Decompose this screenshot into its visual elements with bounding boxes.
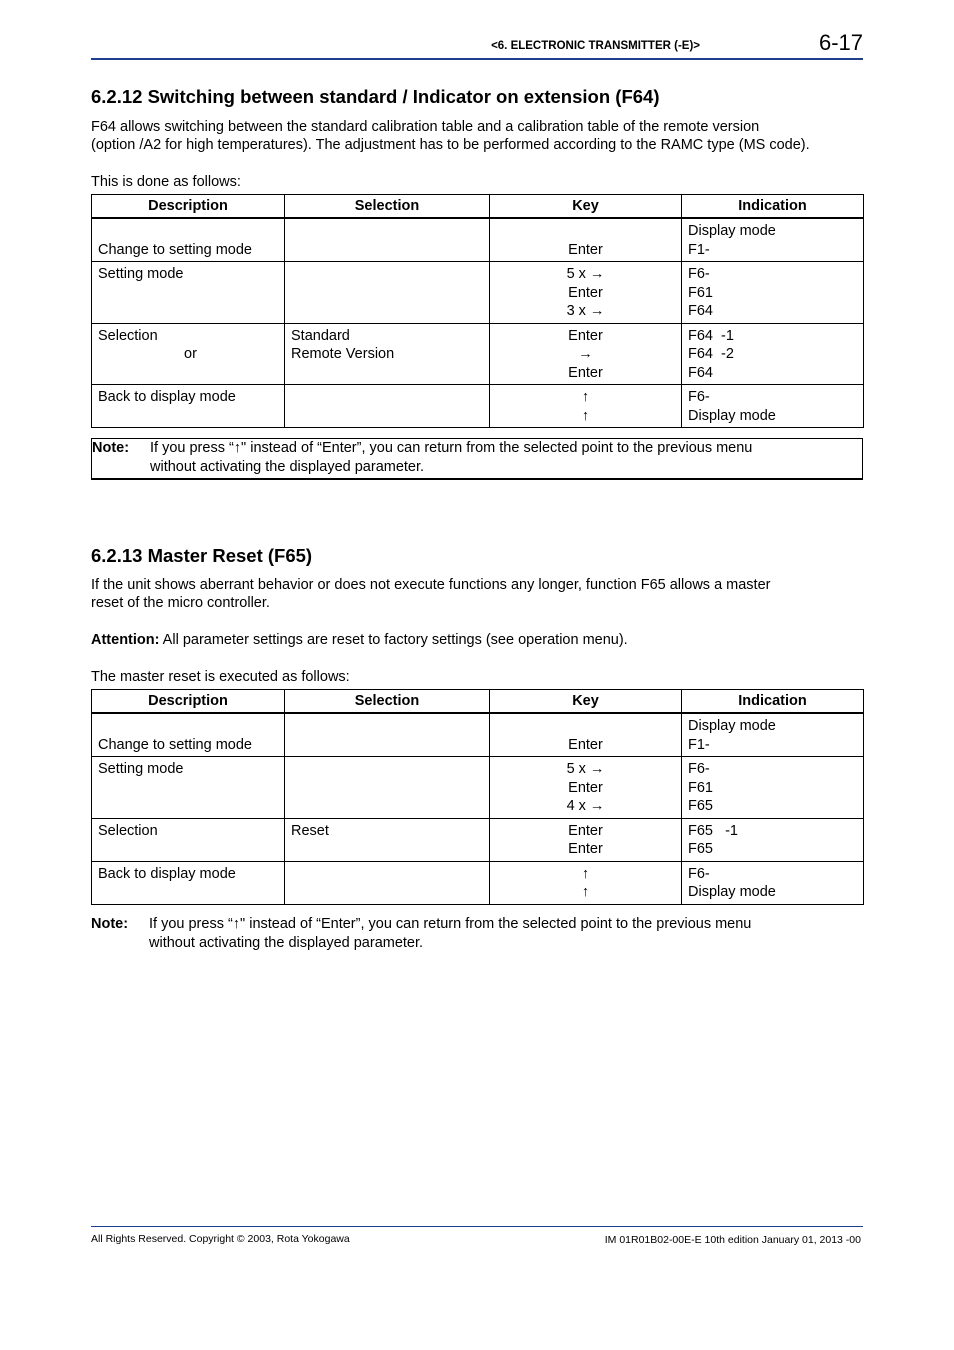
cell-line: Change to setting mode bbox=[98, 736, 252, 753]
cell-line: Remote Version bbox=[291, 346, 395, 362]
table-row bbox=[92, 323, 864, 385]
column-header-description: Description bbox=[92, 195, 285, 219]
table-row bbox=[92, 818, 864, 861]
cell-line: F6- bbox=[688, 266, 710, 282]
cell-line: F1- bbox=[688, 736, 710, 753]
cell-line: Enter bbox=[568, 736, 603, 753]
indication-cell bbox=[682, 218, 864, 262]
description-cell bbox=[92, 262, 285, 324]
note-line-1: If you press “↑" instead of “Enter”, you can return from the selected point to the previous menu bbox=[150, 440, 753, 456]
cell-line: F64 bbox=[688, 303, 713, 319]
cell-line: Enter bbox=[568, 284, 603, 301]
table-row bbox=[92, 861, 864, 904]
intro-line-1: If the unit shows aberrant behavior or does not execute functions any longer, function F65 allows a master bbox=[91, 577, 771, 593]
selection-cell bbox=[285, 385, 490, 428]
cell-line: F61 bbox=[688, 284, 713, 301]
cell-line bbox=[496, 222, 675, 241]
indication-cell bbox=[682, 323, 864, 385]
table-header-row bbox=[92, 690, 864, 714]
cell-line: 5 x → bbox=[566, 761, 605, 777]
intro-line-2: (option /A2 for high temperatures). The adjustment has to be performed according to the RAMC type (MS code). bbox=[91, 137, 810, 153]
cell-line: F6- bbox=[688, 865, 710, 882]
selection-cell bbox=[285, 262, 490, 324]
indication-cell bbox=[682, 757, 864, 819]
footer-copyright: All Rights Reserved. Copyright © 2003, Rota Yokogawa bbox=[91, 1233, 350, 1245]
page-header bbox=[91, 30, 863, 60]
cell-line: Display mode bbox=[688, 407, 776, 424]
column-header-key: Key bbox=[490, 195, 682, 219]
key-cell bbox=[490, 262, 682, 324]
cell-line: Change to setting mode bbox=[98, 241, 252, 258]
cell-line bbox=[496, 717, 675, 736]
table-row bbox=[92, 713, 864, 757]
cell-line: ↑ bbox=[581, 865, 590, 882]
cell-line: F61 bbox=[688, 779, 713, 796]
table-row bbox=[92, 218, 864, 262]
note-line-2: without activating the displayed parameter. bbox=[149, 935, 424, 951]
cell-line: F64 bbox=[688, 364, 713, 381]
intro-line-1: F64 allows switching between the standard calibration table and a calibration table of the remote version bbox=[91, 119, 760, 135]
indication-cell bbox=[682, 385, 864, 428]
cell-line: F64 -1 bbox=[688, 327, 734, 344]
section-title-f65: 6.2.13 Master Reset (F65) bbox=[91, 545, 313, 566]
footer-doc-id: IM 01R01B02-00E-E 10th edition January 01, 2013 -00 bbox=[604, 1234, 861, 1246]
page-number: 6-17 bbox=[818, 30, 863, 55]
description-cell bbox=[92, 757, 285, 819]
indication-cell bbox=[682, 262, 864, 324]
attention-paragraph bbox=[91, 631, 866, 649]
column-header-description: Description bbox=[92, 690, 285, 714]
cell-line: Enter bbox=[568, 779, 603, 796]
cell-line: Enter bbox=[568, 364, 603, 381]
cell-line: Display mode bbox=[688, 718, 776, 734]
note-label: Note: bbox=[91, 916, 129, 932]
description-cell bbox=[92, 818, 285, 861]
cell-line: Enter bbox=[568, 327, 603, 344]
cell-line: F64 -2 bbox=[688, 346, 734, 362]
cell-line: ↑ bbox=[581, 407, 590, 424]
cell-line: Setting mode bbox=[98, 761, 184, 777]
cell-line: Setting mode bbox=[98, 266, 184, 282]
cell-line: ↑ bbox=[581, 389, 590, 405]
cell-line: Selection bbox=[98, 822, 158, 839]
column-header-selection: Selection bbox=[285, 690, 490, 714]
note-line-1: If you press “↑" instead of “Enter”, you can return from the selected point to the previous menu bbox=[149, 916, 752, 932]
procedure-table-f64 bbox=[91, 194, 864, 428]
table-row bbox=[92, 385, 864, 428]
selection-cell bbox=[285, 818, 490, 861]
cell-line: Enter bbox=[568, 822, 603, 839]
lead-text-f64: This is done as follows: bbox=[91, 174, 241, 190]
cell-line: F65 -1 bbox=[688, 822, 738, 839]
selection-cell bbox=[285, 861, 490, 904]
lead-text-f65: The master reset is executed as follows: bbox=[91, 669, 350, 685]
table-header-row bbox=[92, 195, 864, 219]
cell-line: Display mode bbox=[688, 884, 776, 900]
note-box-f64 bbox=[91, 438, 863, 480]
intro-line-2: reset of the micro controller. bbox=[91, 595, 270, 611]
selection-cell bbox=[285, 757, 490, 819]
cell-line: Selection bbox=[98, 327, 158, 344]
indication-cell bbox=[682, 818, 864, 861]
cell-line: Back to display mode bbox=[98, 389, 236, 405]
page-footer bbox=[91, 1226, 863, 1246]
selection-cell bbox=[285, 713, 490, 757]
table-row bbox=[92, 757, 864, 819]
cell-line: Enter bbox=[568, 241, 603, 258]
cell-line: 5 x → bbox=[566, 266, 605, 282]
cell-line: Display mode bbox=[688, 223, 776, 239]
table-row bbox=[92, 262, 864, 324]
procedure-table-f65 bbox=[91, 689, 864, 905]
note-text bbox=[149, 915, 849, 953]
selection-cell bbox=[285, 218, 490, 262]
intro-paragraph-f64 bbox=[91, 118, 866, 154]
cell-line: ↑ bbox=[581, 884, 590, 900]
key-cell bbox=[490, 757, 682, 819]
attention-text: All parameter settings are reset to factory settings (see operation menu). bbox=[159, 632, 628, 648]
column-header-key: Key bbox=[490, 690, 682, 714]
key-cell bbox=[490, 713, 682, 757]
note-line-2: without activating the displayed parameter. bbox=[150, 459, 425, 475]
note-text bbox=[150, 439, 850, 477]
key-cell bbox=[490, 385, 682, 428]
cell-line: → bbox=[578, 346, 593, 362]
cell-line: F6- bbox=[688, 761, 710, 777]
cell-line bbox=[98, 717, 278, 736]
column-header-selection: Selection bbox=[285, 195, 490, 219]
cell-line: F1- bbox=[688, 241, 710, 258]
cell-line bbox=[98, 222, 278, 241]
key-cell bbox=[490, 218, 682, 262]
indication-cell bbox=[682, 713, 864, 757]
header-section-title: <6. ELECTRONIC TRANSMITTER (-E)> bbox=[491, 40, 700, 52]
cell-line: F6- bbox=[688, 389, 710, 405]
note-label: Note: bbox=[92, 440, 130, 456]
cell-line: Reset bbox=[291, 822, 329, 839]
cell-line: F65 bbox=[688, 841, 713, 857]
cell-line: or bbox=[184, 346, 197, 362]
indication-cell bbox=[682, 861, 864, 904]
column-header-indication: Indication bbox=[682, 690, 864, 714]
key-cell bbox=[490, 861, 682, 904]
column-header-indication: Indication bbox=[682, 195, 864, 219]
description-cell bbox=[92, 323, 285, 385]
description-cell bbox=[92, 385, 285, 428]
description-cell bbox=[92, 861, 285, 904]
cell-line: Enter bbox=[568, 841, 603, 857]
intro-paragraph-f65 bbox=[91, 576, 866, 612]
attention-label: Attention: bbox=[91, 632, 160, 648]
key-cell bbox=[490, 818, 682, 861]
cell-line: Standard bbox=[291, 327, 350, 344]
cell-line: F65 bbox=[688, 798, 713, 814]
cell-line: 4 x → bbox=[566, 798, 605, 814]
description-cell bbox=[92, 218, 285, 262]
cell-line: 3 x → bbox=[566, 303, 605, 319]
key-cell bbox=[490, 323, 682, 385]
selection-cell bbox=[285, 323, 490, 385]
section-title-f64: 6.2.12 Switching between standard / Indicator on extension (F64) bbox=[91, 86, 660, 107]
description-cell bbox=[92, 713, 285, 757]
cell-line: Back to display mode bbox=[98, 865, 236, 882]
